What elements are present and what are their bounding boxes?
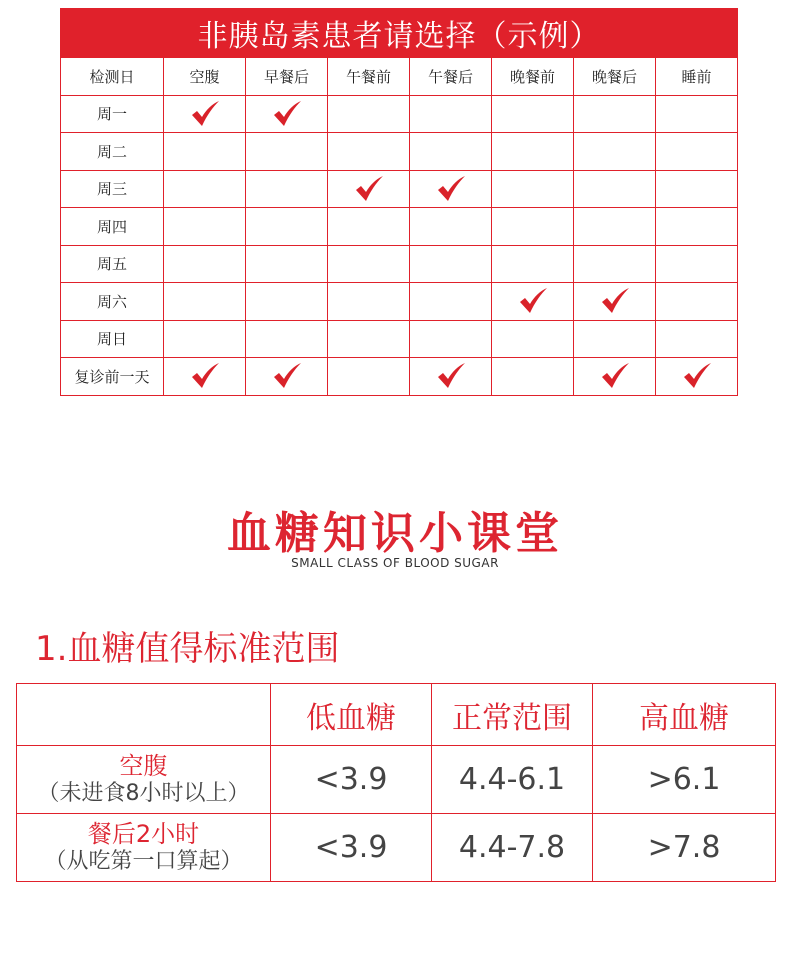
- schedule-cell: [574, 133, 656, 171]
- condition-label: 餐后2小时: [87, 819, 200, 848]
- schedule-cell: [246, 95, 328, 133]
- schedule-cell: [492, 245, 574, 283]
- schedule-cell: [656, 283, 738, 321]
- schedule-cell: [246, 320, 328, 358]
- section-title: 血糖知识小课堂: [227, 508, 563, 559]
- range-header-row: [17, 684, 776, 746]
- schedule-cell: [164, 358, 246, 396]
- schedule-cell: [656, 208, 738, 246]
- low-value: <3.9: [271, 814, 432, 882]
- header-before-lunch: 午餐前: [328, 58, 410, 96]
- schedule-cell: [410, 208, 492, 246]
- schedule-cell: [574, 283, 656, 321]
- schedule-cell: [410, 283, 492, 321]
- checkmark-icon: [435, 175, 467, 203]
- header-after-lunch: 午餐后: [410, 58, 492, 96]
- checkmark-icon: [435, 362, 467, 390]
- schedule-body: [61, 95, 738, 395]
- schedule-cell: [492, 95, 574, 133]
- schedule-cell: [574, 320, 656, 358]
- schedule-cell: [492, 208, 574, 246]
- schedule-cell: [328, 358, 410, 396]
- schedule-cell: [492, 133, 574, 171]
- day-label: 周二: [61, 133, 164, 171]
- checkmark-icon: [353, 175, 385, 203]
- normal-value: 4.4-6.1: [432, 746, 593, 814]
- table-row: [61, 208, 738, 246]
- schedule-cell: [574, 358, 656, 396]
- header-day: 检测日: [61, 58, 164, 96]
- checkmark-icon: [271, 362, 303, 390]
- schedule-cell: [246, 245, 328, 283]
- schedule-cell: [492, 283, 574, 321]
- checkmark-icon: [681, 362, 713, 390]
- day-label: 周一: [61, 95, 164, 133]
- schedule-cell: [656, 170, 738, 208]
- table-row: [17, 814, 776, 882]
- condition-note: （未进食8小时以上）: [37, 780, 250, 806]
- day-label: 周五: [61, 245, 164, 283]
- range-table: [16, 683, 776, 882]
- day-label: 周四: [61, 208, 164, 246]
- day-label: 周六: [61, 283, 164, 321]
- schedule-cell: [164, 95, 246, 133]
- range-header-normal: 正常范围: [432, 684, 593, 746]
- schedule-cell: [246, 170, 328, 208]
- schedule-cell: [328, 320, 410, 358]
- checkmark-icon: [189, 100, 221, 128]
- table-row: [61, 95, 738, 133]
- range-header-empty: [17, 684, 271, 746]
- checkmark-icon: [599, 362, 631, 390]
- day-label: 周日: [61, 320, 164, 358]
- header-fasting: 空腹: [164, 58, 246, 96]
- header-bedtime: 睡前: [656, 58, 738, 96]
- schedule-cell: [656, 245, 738, 283]
- schedule-cell: [328, 170, 410, 208]
- schedule-cell: [328, 95, 410, 133]
- schedule-cell: [574, 170, 656, 208]
- condition-note: （从吃第一口算起）: [44, 848, 243, 874]
- checkmark-icon: [189, 362, 221, 390]
- range-header-high: 高血糖: [593, 684, 776, 746]
- table-row: [61, 133, 738, 171]
- schedule-cell: [164, 320, 246, 358]
- range-header-low: 低血糖: [271, 684, 432, 746]
- schedule-cell: [574, 208, 656, 246]
- table-row: [61, 283, 738, 321]
- header-before-dinner: 晚餐前: [492, 58, 574, 96]
- schedule-cell: [656, 133, 738, 171]
- table-row: [61, 170, 738, 208]
- schedule-cell: [656, 358, 738, 396]
- condition-label: 空腹: [119, 751, 168, 780]
- schedule-cell: [328, 208, 410, 246]
- schedule-table: [60, 8, 738, 396]
- schedule-cell: [656, 95, 738, 133]
- schedule-cell: [164, 170, 246, 208]
- schedule-cell: [492, 170, 574, 208]
- schedule-cell: [492, 358, 574, 396]
- normal-value: 4.4-7.8: [432, 814, 593, 882]
- schedule-cell: [164, 245, 246, 283]
- table-row: [61, 245, 738, 283]
- schedule-cell: [246, 358, 328, 396]
- table-row: [17, 746, 776, 814]
- high-value: >7.8: [593, 814, 776, 882]
- schedule-cell: [410, 170, 492, 208]
- schedule-cell: [574, 245, 656, 283]
- header-after-breakfast: 早餐后: [246, 58, 328, 96]
- condition-cell: [17, 814, 271, 882]
- condition-cell: [17, 746, 271, 814]
- section-subtitle: SMALL CLASS OF BLOOD SUGAR: [291, 556, 499, 570]
- schedule-cell: [164, 133, 246, 171]
- schedule-cell: [410, 133, 492, 171]
- schedule-cell: [164, 208, 246, 246]
- schedule-cell: [410, 358, 492, 396]
- schedule-cell: [492, 320, 574, 358]
- table-row: [61, 358, 738, 396]
- low-value: <3.9: [271, 746, 432, 814]
- day-label: 周三: [61, 170, 164, 208]
- checkmark-icon: [517, 287, 549, 315]
- schedule-cell: [656, 320, 738, 358]
- high-value: >6.1: [593, 746, 776, 814]
- schedule-cell: [328, 245, 410, 283]
- schedule-cell: [246, 283, 328, 321]
- schedule-title: 非胰岛素患者请选择（示例）: [61, 9, 738, 58]
- day-label: 复诊前一天: [61, 358, 164, 396]
- schedule-cell: [410, 320, 492, 358]
- schedule-cell: [246, 133, 328, 171]
- schedule-cell: [328, 133, 410, 171]
- schedule-cell: [164, 283, 246, 321]
- schedule-cell: [410, 95, 492, 133]
- schedule-cell: [410, 245, 492, 283]
- schedule-header-row: [61, 58, 738, 96]
- range-heading: 1.血糖值得标准范围: [35, 629, 340, 669]
- checkmark-icon: [599, 287, 631, 315]
- table-row: [61, 320, 738, 358]
- schedule-cell: [328, 283, 410, 321]
- schedule-cell: [246, 208, 328, 246]
- schedule-cell: [574, 95, 656, 133]
- checkmark-icon: [271, 100, 303, 128]
- header-after-dinner: 晚餐后: [574, 58, 656, 96]
